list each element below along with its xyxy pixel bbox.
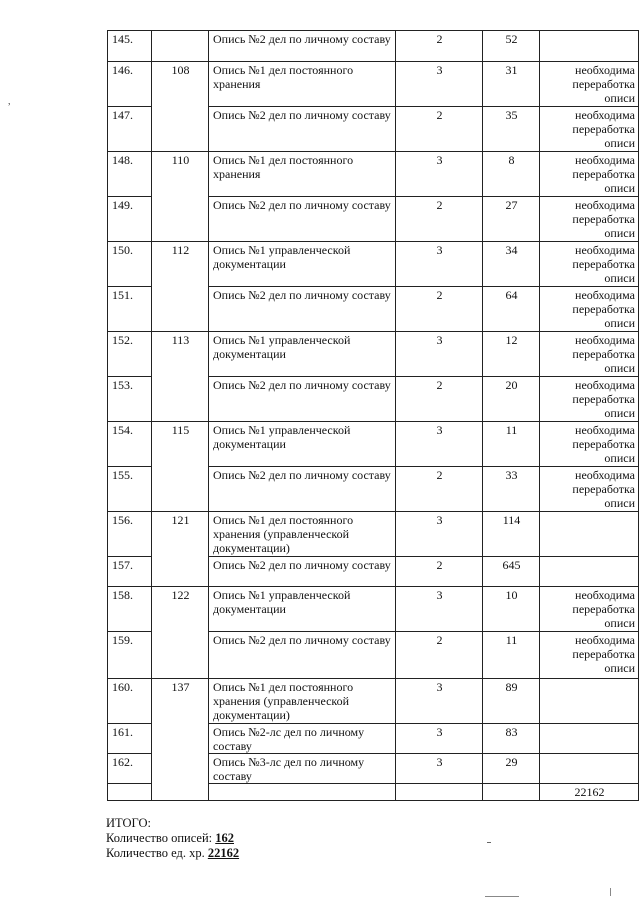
scan-line [485,896,519,897]
fund-number: 112 [152,242,209,332]
inventories-line [106,831,239,846]
row-note: необходима переработка описи [540,467,639,512]
unit-count: 645 [483,557,540,587]
row-number: 146. [108,62,152,107]
row-note: необходима переработка описи [540,197,639,242]
unit-count: 27 [483,197,540,242]
summary-block [106,816,239,861]
scan-line [610,888,611,896]
inventory-title: Опись №1 дел постоянного хранения [209,152,396,197]
row-number: 148. [108,152,152,197]
row-note: необходима переработка описи [540,152,639,197]
empty-cell [209,784,396,801]
row-number: 151. [108,287,152,332]
fund-number: 108 [152,62,209,152]
inventory-title: Опись №2 дел по личному составу [209,197,396,242]
row-note [540,512,639,557]
scan-speck [487,842,491,843]
fund-number [152,31,209,62]
inventory-title: Опись №1 дел постоянного хранения (управленческой документации) [209,512,396,557]
row-number: 150. [108,242,152,287]
section-number: 2 [396,377,483,422]
table-row [108,242,639,287]
section-number: 3 [396,422,483,467]
section-number: 2 [396,557,483,587]
section-number: 2 [396,31,483,62]
inventory-title: Опись №1 дел постоянного хранения (управленческой документации) [209,679,396,724]
empty-cell [108,784,152,801]
table-row [108,422,639,467]
section-number: 3 [396,679,483,724]
row-number: 159. [108,632,152,679]
table-row [108,31,639,62]
table-row [108,332,639,377]
inventory-title: Опись №2 дел по личному составу [209,557,396,587]
row-note [540,557,639,587]
inventory-title: Опись №2 дел по личному составу [209,377,396,422]
unit-count: 20 [483,377,540,422]
inventories-value: 162 [215,831,234,845]
inventory-title: Опись №2 дел по личному составу [209,632,396,679]
unit-count: 11 [483,632,540,679]
row-number: 152. [108,332,152,377]
row-note [540,724,639,754]
unit-count: 64 [483,287,540,332]
row-number: 160. [108,679,152,724]
section-number: 3 [396,62,483,107]
units-line [106,846,239,861]
section-number: 3 [396,754,483,784]
fund-number: 121 [152,512,209,587]
table-row [108,152,639,197]
inventory-title: Опись №1 управленческой документации [209,587,396,632]
unit-count: 89 [483,679,540,724]
row-note [540,679,639,724]
archive-register-table [107,30,639,801]
section-number: 3 [396,242,483,287]
row-number: 149. [108,197,152,242]
fund-number: 115 [152,422,209,512]
fund-number: 137 [152,679,209,801]
fund-number: 113 [152,332,209,422]
row-number: 157. [108,557,152,587]
summary-heading: ИТОГО: [106,816,151,830]
unit-count: 35 [483,107,540,152]
section-number: 3 [396,587,483,632]
section-number: 3 [396,512,483,557]
inventory-title: Опись №3-лс дел по личному составу [209,754,396,784]
unit-count: 83 [483,724,540,754]
section-number: 3 [396,724,483,754]
row-note: необходима переработка описи [540,62,639,107]
row-note [540,754,639,784]
row-number: 154. [108,422,152,467]
unit-count: 34 [483,242,540,287]
unit-count: 114 [483,512,540,557]
units-value: 22162 [207,846,240,860]
inventory-title: Опись №1 управленческой документации [209,332,396,377]
section-number: 2 [396,632,483,679]
section-number: 3 [396,332,483,377]
inventory-title: Опись №2 дел по личному составу [209,287,396,332]
section-number: 2 [396,107,483,152]
section-number: 2 [396,467,483,512]
units-label: Количество ед. хр. [106,846,205,860]
inventory-title: Опись №1 управленческой документации [209,242,396,287]
row-note: необходима переработка описи [540,587,639,632]
fund-number: 110 [152,152,209,242]
unit-count: 12 [483,332,540,377]
row-note: необходима переработка описи [540,377,639,422]
section-number: 2 [396,287,483,332]
empty-cell [483,784,540,801]
inventory-title: Опись №2 дел по личному составу [209,31,396,62]
row-note: необходима переработка описи [540,332,639,377]
table-row [108,679,639,724]
row-note: необходима переработка описи [540,422,639,467]
table-row [108,512,639,557]
row-number: 153. [108,377,152,422]
row-number: 155. [108,467,152,512]
unit-count: 11 [483,422,540,467]
inventory-title: Опись №2-лс дел по личному составу [209,724,396,754]
row-note: необходима переработка описи [540,287,639,332]
row-note [540,31,639,62]
row-note: необходима переработка описи [540,107,639,152]
unit-count: 52 [483,31,540,62]
row-number: 162. [108,754,152,784]
inventory-title: Опись №2 дел по личному составу [209,467,396,512]
unit-count: 8 [483,152,540,197]
inventory-title: Опись №2 дел по личному составу [209,107,396,152]
inventory-title: Опись №1 управленческой документации [209,422,396,467]
total-unit-count: 22162 [540,784,639,801]
unit-count: 31 [483,62,540,107]
unit-count: 29 [483,754,540,784]
row-number: 147. [108,107,152,152]
scan-speck: , [8,96,11,107]
unit-count: 10 [483,587,540,632]
row-number: 161. [108,724,152,754]
row-number: 158. [108,587,152,632]
unit-count: 33 [483,467,540,512]
row-note: необходима переработка описи [540,242,639,287]
table-row [108,62,639,107]
row-number: 145. [108,31,152,62]
inventory-title: Опись №1 дел постоянного хранения [209,62,396,107]
row-number: 156. [108,512,152,557]
section-number: 2 [396,197,483,242]
inventories-label: Количество описей: [106,831,213,845]
row-note: необходима переработка описи [540,632,639,679]
empty-cell [396,784,483,801]
table-row [108,587,639,632]
fund-number: 122 [152,587,209,679]
section-number: 3 [396,152,483,197]
